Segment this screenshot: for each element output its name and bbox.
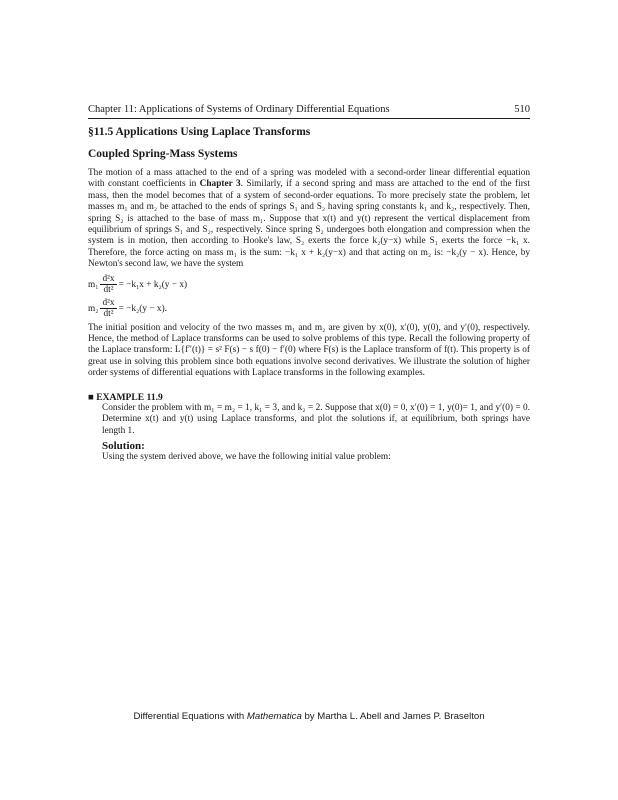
- eq2-lhs: m₂: [88, 303, 99, 314]
- eq2-rhs: = −k₂(y − x).: [118, 303, 167, 314]
- chapter-reference: Chapter 3: [199, 179, 241, 190]
- eq1-denominator: dt²: [103, 285, 114, 296]
- footer-text-a: Differential Equations with: [133, 711, 247, 722]
- eq2-denominator: dt²: [103, 309, 114, 320]
- page-number: 510: [514, 104, 530, 115]
- chapter-title: Chapter 11: Applications of Systems of Ordinary Differential Equations: [88, 104, 390, 115]
- example-body: Consider the problem with m₁ = m₂ = 1, k₁ = 3, and k₂ = 2. Suppose that x(0) = 0, x′(0) = 1, y(0)= 1, and y′(0) = 0. Determine x(t) and y(t) using Laplace transforms, and plot the solutions if, at equilibrium, both springs have length 1.: [102, 402, 530, 436]
- equation-1: [88, 273, 530, 297]
- section-title: §11.5 Applications Using Laplace Transforms: [88, 126, 311, 138]
- eq1-rhs: = −k₁x + k₂(y − x): [118, 279, 188, 290]
- eq1-fraction: [100, 274, 116, 295]
- intro-text-a: The motion of a mass attached to the end of a spring was modeled with a second-order linear differential equation with constant coefficients in: [88, 168, 530, 190]
- solution-text: Using the system derived above, we have the following initial value problem:: [102, 451, 391, 462]
- subsection-title: Coupled Spring-Mass Systems: [88, 148, 238, 160]
- intro-paragraph: [88, 168, 530, 271]
- page-footer: [0, 711, 618, 722]
- footer-text-b: by Martha L. Abell and James P. Braselton: [301, 711, 485, 722]
- eq2-fraction: [100, 298, 116, 319]
- solution-label: Solution:: [102, 439, 145, 452]
- footer-book-italic: Mathematica: [246, 711, 302, 722]
- equation-system: [88, 273, 530, 321]
- laplace-paragraph: The initial position and velocity of the two masses m₁ and m₂ are given by x(0), x′(0), y(0), and y′(0), respectively. Hence, the method of Laplace transforms can be used to solve problems of this type. Recall the following property of the Laplace transform: L{f″(t)} = s² F(s) − s f(0) − f′(0) where F(s) is the Laplace transform of f(t). This property is of great use in solving this problem since both equations involve second derivatives. We illustrate the solution of higher order systems of differential equations with Laplace transforms in the following examples.: [88, 322, 530, 379]
- intro-text-b: . Similarly, if a second spring and mass are attached to the end of the first mass, then the model becomes that of a system of second-order equations. To more precisely state the problem, let masses m₁ and m₂ be attached to the ends of springs S₁ and S₂ having spring constants k₁ and k₂, respectively. Then, spring S₂ is attached to the base of mass m₁. Suppose that x(t) and y(t) represent the vertical displacement from equilibrium of springs S₁ and S₂, respectively. Since spring S₂ undergoes both elongation and compression when the system is in motion, then according to Hooke's law, S₂ exerts the force k₂(y−x) while S₁ exerts the force −k₁ x. Therefore, the force acting on mass m₁ is the sum: −k₁ x + k₂(y−x) and that acting on m₂ is: −k₂(y − x). Hence, by Newton's second law, we have the system: [88, 179, 530, 270]
- eq2-numerator: d²x: [102, 298, 115, 309]
- example-title: ■ EXAMPLE 11.9: [88, 391, 163, 403]
- eq1-numerator: d²x: [102, 274, 115, 285]
- eq1-lhs: m₁: [88, 279, 99, 290]
- page-content: [88, 104, 530, 463]
- equation-2: [88, 297, 530, 321]
- running-header: [88, 104, 530, 119]
